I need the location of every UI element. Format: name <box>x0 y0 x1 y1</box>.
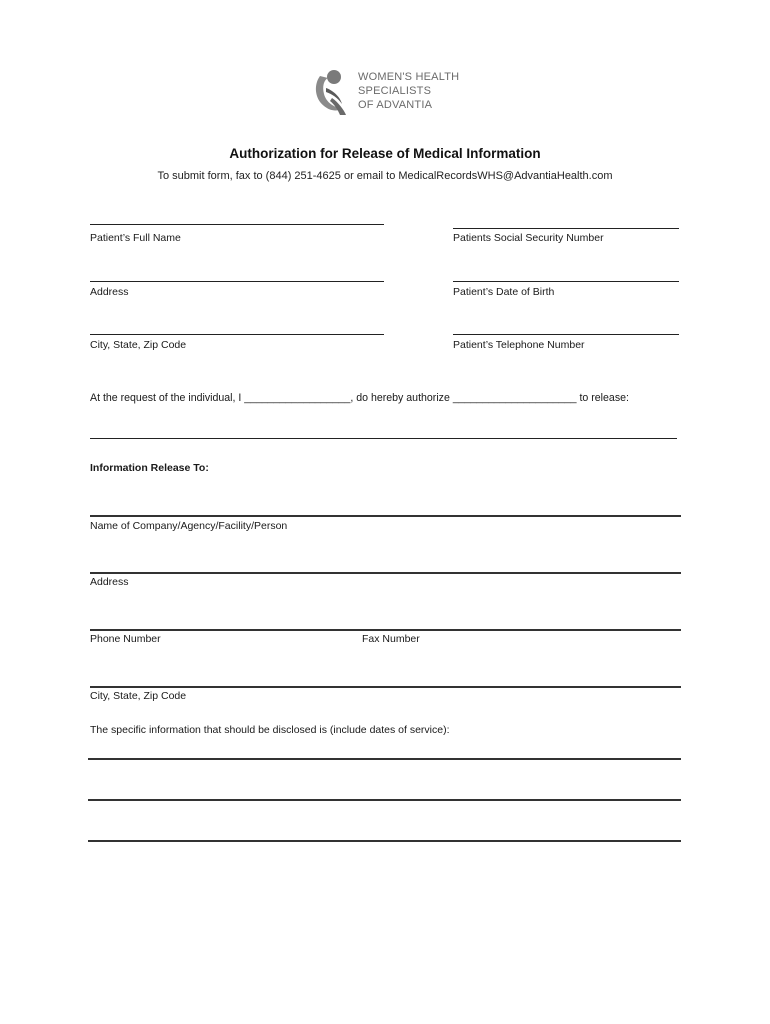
authorization-sentence: At the request of the individual, I __________________, do hereby authorize _____________________ to release: <box>90 392 629 404</box>
patient-phone-label: Patient’s Telephone Number <box>453 339 585 351</box>
release-phone-fax-line[interactable] <box>90 629 681 631</box>
advantia-figure-logo-icon <box>312 68 350 116</box>
release-fax-label: Fax Number <box>362 633 420 645</box>
patient-phone-line[interactable] <box>453 334 679 335</box>
release-details-line[interactable] <box>90 438 677 439</box>
patient-city-label: City, State, Zip Code <box>90 339 187 351</box>
specific-info-line-2[interactable] <box>88 799 681 801</box>
form-title: Authorization for Release of Medical Information <box>229 146 541 161</box>
patient-city-line[interactable] <box>90 334 384 335</box>
patient-ssn-label: Patients Social Security Number <box>453 232 604 244</box>
release-address-line[interactable] <box>90 572 681 574</box>
patient-dob-line[interactable] <box>453 281 679 282</box>
patient-full-name-label: Patient’s Full Name <box>90 232 181 244</box>
logo-text: WOMEN'S HEALTH SPECIALISTS OF ADVANTIA <box>358 71 460 111</box>
patient-address-line[interactable] <box>90 281 384 282</box>
release-company-label: Name of Company/Agency/Facility/Person <box>90 520 288 532</box>
specific-info-line-3[interactable] <box>88 840 681 842</box>
patient-ssn-line[interactable] <box>453 228 679 229</box>
release-city-label: City, State, Zip Code <box>90 690 187 702</box>
patient-address-label: Address <box>90 286 129 298</box>
release-company-line[interactable] <box>90 515 681 517</box>
specific-info-line-1[interactable] <box>88 758 681 760</box>
patient-full-name-line[interactable] <box>90 224 384 225</box>
release-phone-label: Phone Number <box>90 633 161 645</box>
release-city-line[interactable] <box>90 686 681 688</box>
specific-info-prompt: The specific information that should be disclosed is (include dates of service): <box>90 724 450 736</box>
company-logo <box>312 68 472 118</box>
form-subtitle: To submit form, fax to (844) 251-4625 or email to MedicalRecordsWHS@AdvantiaHealth.com <box>157 170 613 182</box>
release-address-label: Address <box>90 576 129 588</box>
patient-dob-label: Patient’s Date of Birth <box>453 286 555 298</box>
release-to-heading: Information Release To: <box>90 462 209 474</box>
